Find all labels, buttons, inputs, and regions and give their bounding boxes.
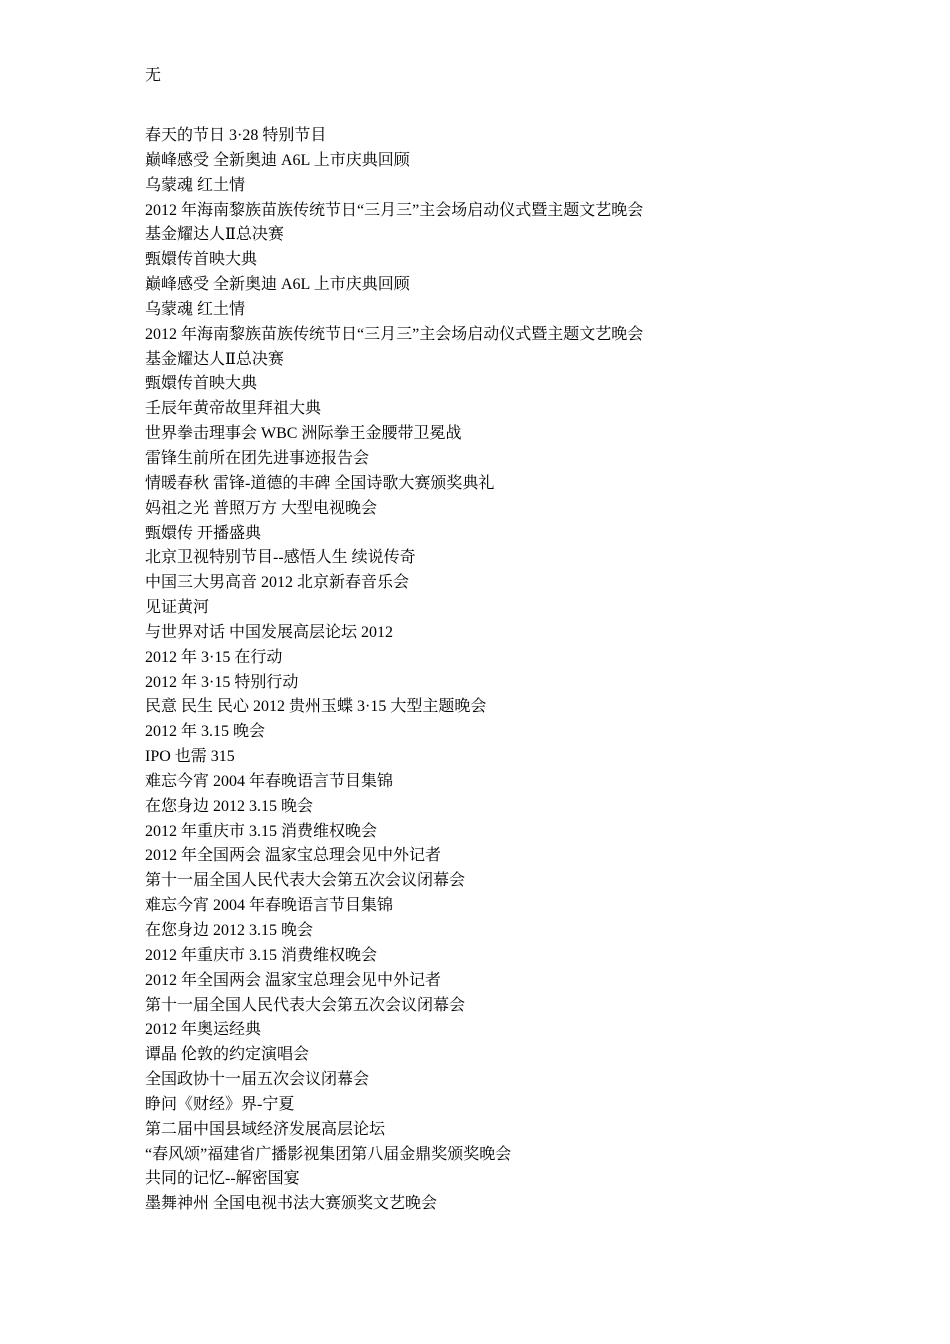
list-item: 难忘今宵 2004 年春晚语言节目集锦	[145, 772, 394, 790]
list-item: 谭晶 伦敦的约定演唱会	[145, 1046, 310, 1064]
list-item: 难忘今宵 2004 年春晚语言节目集锦	[145, 897, 394, 915]
list-item: 第十一届全国人民代表大会第五次会议闭幕会	[145, 996, 466, 1014]
list-item: 巅峰感受 全新奥迪 A6L 上市庆典回顾	[145, 276, 410, 294]
program-list	[145, 124, 643, 1217]
list-item: 世界拳击理事会 WBC 洲际拳王金腰带卫冕战	[145, 425, 462, 443]
list-item: 中国三大男高音 2012 北京新春音乐会	[145, 574, 410, 592]
document-heading: 无	[145, 67, 162, 84]
list-item: IPO 也需 315	[145, 748, 235, 766]
list-item: 基金耀达人Ⅱ总决赛	[145, 350, 284, 368]
list-item: 乌蒙魂 红土情	[145, 176, 246, 194]
list-item: 2012 年奥运经典	[145, 1021, 262, 1039]
list-item: 共同的记忆--解密国宴	[145, 1170, 300, 1188]
list-item: 2012 年海南黎族苗族传统节日“三月三”主会场启动仪式暨主题文艺晚会	[145, 201, 644, 219]
list-item: 北京卫视特别节目--感悟人生 续说传奇	[145, 549, 416, 567]
list-item: 2012 年海南黎族苗族传统节日“三月三”主会场启动仪式暨主题文艺晚会	[145, 325, 644, 343]
list-item: “春风颂”福建省广播影视集团第八届金鼎奖颁奖晚会	[145, 1145, 512, 1163]
list-item: 2012 年 3·15 特别行动	[145, 673, 299, 691]
list-item: 第十一届全国人民代表大会第五次会议闭幕会	[145, 872, 466, 890]
list-item: 2012 年重庆市 3.15 消费维权晚会	[145, 946, 378, 964]
list-item: 全国政协十一届五次会议闭幕会	[145, 1071, 370, 1089]
list-item: 壬辰年黄帝故里拜祖大典	[145, 400, 322, 418]
list-item: 2012 年全国两会 温家宝总理会见中外记者	[145, 971, 442, 989]
list-item: 2012 年 3·15 在行动	[145, 648, 283, 666]
list-item: 乌蒙魂 红土情	[145, 300, 246, 318]
list-item: 2012 年重庆市 3.15 消费维权晚会	[145, 822, 378, 840]
list-item: 基金耀达人Ⅱ总决赛	[145, 226, 284, 244]
list-item: 2012 年全国两会 温家宝总理会见中外记者	[145, 847, 442, 865]
list-item: 巅峰感受 全新奥迪 A6L 上市庆典回顾	[145, 151, 410, 169]
list-item: 雷锋生前所在团先进事迹报告会	[145, 449, 370, 467]
list-item: 妈祖之光 普照万方 大型电视晚会	[145, 499, 378, 517]
list-item: 在您身边 2012 3.15 晚会	[145, 797, 314, 815]
list-item: 春天的节日 3·28 特别节目	[145, 127, 327, 144]
list-item: 第二届中国县域经济发展高层论坛	[145, 1120, 386, 1138]
list-item: 甄嬛传 开播盛典	[145, 524, 262, 542]
list-item: 墨舞神州 全国电视书法大赛颁奖文艺晚会	[145, 1195, 438, 1213]
list-item: 见证黄河	[145, 599, 210, 617]
list-item: 甄嬛传首映大典	[145, 375, 258, 393]
list-item: 情暖春秋 雷锋-道德的丰碑 全国诗歌大赛颁奖典礼	[145, 474, 495, 492]
list-item: 在您身边 2012 3.15 晚会	[145, 922, 314, 939]
list-item: 2012 年 3.15 晚会	[145, 723, 266, 741]
list-item: 民意 民生 民心 2012 贵州玉蝶 3·15 大型主题晚会	[145, 698, 487, 716]
list-item: 睁问《财经》界-宁夏	[145, 1095, 295, 1113]
list-item: 甄嬛传首映大典	[145, 251, 258, 269]
list-item: 与世界对话 中国发展高层论坛 2012	[145, 623, 394, 641]
